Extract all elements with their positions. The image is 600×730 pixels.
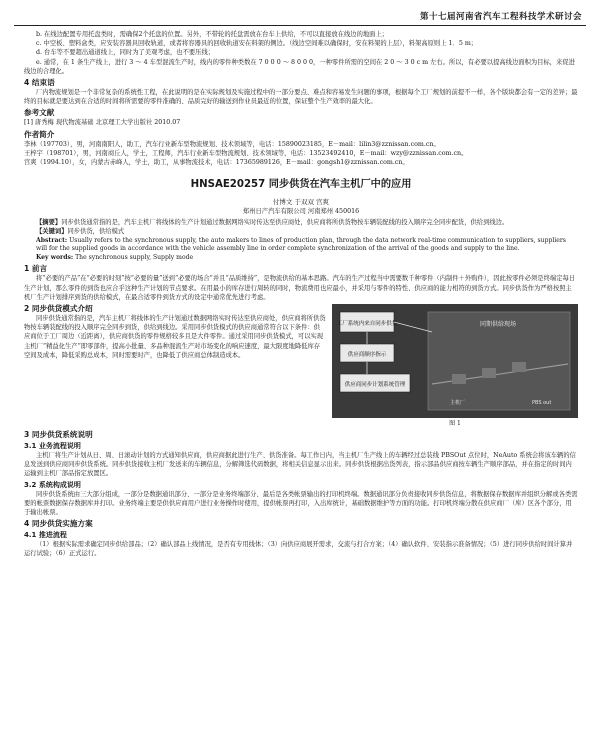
keywords-en-text: The synchronous supply, Supply mode	[75, 253, 194, 261]
vehicle-shape	[452, 374, 466, 384]
figure-wrap	[24, 302, 578, 428]
keywords-cn	[36, 227, 566, 236]
abstract-en	[36, 237, 566, 254]
running-head: 第十七届河南省汽车工程科技学术研讨会	[419, 12, 582, 22]
vehicle-shape	[482, 368, 496, 378]
abstract-en-text: Usually refers to the synchronous supply, the auto makers to lines of production plan, through the data network real-time communication to suppliers, suppliers will for the supplied goods in accordance with the vehicle assembly line in order complete synchronization of the arrival of the goods and supply to the line.	[36, 236, 566, 253]
abstract-cn	[36, 218, 566, 227]
keywords-en-label: Key words:	[36, 253, 74, 261]
system-diagram	[332, 304, 578, 418]
figure-caption: 图 1	[449, 419, 461, 427]
keywords-label: 【关键词】	[36, 228, 68, 236]
paper-title: HNSAE20257 同步供货在汽车主机厂中的应用	[190, 179, 412, 191]
paragraph: d. 台车等不要超出通道线上，同时为了美观考虑，也不要压线；	[36, 49, 215, 57]
paragraph: 将“必要的产品”在“必要的时刻”按“必要的量”送到“必要的场合”并且“品质维持”，是物流供给的基本思路。汽车的生产过程当中需要数千种零件（内制件＋外购件），因此按零件必须是终端定每日生产计划，那么零件的到货也应合乎这种生产计划的节点要求。在用最小的库存进行周转的同时，物流费用也应最小，并采用与零件的特性、供应商的能力相符的到货方式。同步供货作为严格按照主机厂生产计划排序到货的供给模式，在最合适零件到货方式的设定中通常优先进行考虑。	[24, 275, 576, 301]
section-heading: 1 前言	[24, 264, 48, 274]
paragraph: e. 通常，在 1 条生产线上，进行 3 ～ 4 车型混流生产时，线内的零件种类数在 7 0 0 0 ～ 8 0 0 0，一种零件所需的空间在 2 0 ～ 3 0 c m 左右。所以，有必要以提高线边面积为目标，来促进线边的合理化。	[24, 58, 575, 75]
abstract-text: 同步供货通常指的是，汽车主机厂将线体的生产计划通过数据网络实时传达至供应商处，供应商将所供货物按车辆装配线的投入顺序完全同步配货，供给到线边。	[61, 219, 509, 227]
section-heading: 4 结束语	[24, 78, 55, 88]
paper-authors: 付博文 于双双 宫爽	[272, 198, 330, 207]
section-heading: 4 同步供货实施方案	[24, 519, 93, 529]
paragraph: c. 中空板、塑料盒类，应安装容器具回收轨道，或者将容器具的回收轨道安在料架的侧边。（线边空间难以确保时，安在料架的上层），料架高原则上 1．5 m；	[36, 40, 478, 48]
box-plant-system-label: 工厂系统内来自同步供货	[336, 321, 398, 328]
section-heading: 作者简介	[24, 129, 55, 139]
box-site-label: 同期供给现场	[479, 321, 517, 329]
paragraph: （1）根据实际需求确定同步供给部品；（2）确认部品上线情况，是否有专用线体；（3）向供应商展开需求，交流与打合方案；（4）确认软件、安装指示准备情况；（5）进行同步供给时间计算并运行试验；（6）正式运行。	[24, 541, 573, 558]
box-supplier-system-label: 供应商同步计划系统管理	[344, 382, 406, 389]
figure-1	[332, 304, 578, 426]
vehicle-shape	[512, 362, 526, 372]
paragraph: 同步供货系统由三大部分组成，一部分是数据通讯部分、一部分是业务终端部分、最后是各类帐票输出的打印机终端。数据通讯部分负责接收同步供货信息，将数据保存数据库并组织分解或各类需要的帐票数据保存数据库并打印。业务终端主要是供供应商用户进行业务操作时使用，提供帐票再打印，入出库统计，基础数据维护等方面的功能。打印机终端分散在供应商厂（库）区各个部分，用于输出帐票。	[24, 490, 578, 517]
paragraph: 同步供货通常指的是，汽车主机厂将线体的生产计划通过数据网络实时传达至供应商处，供应商将所供货物按车辆装配线的投入顺序完全同步到货，供给到线边。采用同步供货模式的供应商通常符合以下条件：供应商位于工厂周边（近距离），供应商供货的零件规格较多且是大件零件。通过采用同步供货模式，可以实现主机厂“精益化生产”即零部件，提高小批量、多品种混流生产对市场变化的响应速度，最大限度地降低库存空间及成本，降低采购总成本，同时需要时产，也降低了供应商总体制造成本。	[24, 315, 326, 359]
author-bio: 王梓宇（198701），男，河南商丘人，学士，工程师，汽车行业新车型物流规划、技术领域等，电话：13523492410，E－mail：wzy@zznissan.com.cn。	[24, 149, 468, 157]
label-plant: 主机厂	[450, 400, 466, 407]
box-supplier-order-label: 供应商顺序指示	[347, 352, 387, 359]
section-heading: 2 同步供货模式介绍	[24, 304, 93, 314]
paragraph: 厂内物流规划是一个非常复杂的系统性工程，在此说明的是在实际规划及实施过程中的一部分要点、难点和容易发生问题的事项，根据每个工厂规划的前提不一样，各个版块都会有一定的差异；最终的目标就是要达到在合适的时间将所需要的零件准确的、品质完好的输送到作业员最近的位置，保证整个生产效率的最大化。	[24, 89, 578, 106]
keywords-en	[36, 254, 566, 263]
header-rule	[14, 25, 586, 26]
abstract-en-label: Abstract:	[36, 236, 68, 244]
keywords-text: 同步供货，供给模式	[67, 228, 125, 236]
subsection-heading: 4.1 推进流程	[24, 531, 67, 540]
page-content	[24, 30, 578, 559]
section-heading: 参考文献	[24, 108, 55, 118]
author-bio: 李林（197703），男，河南南阳人，助工，汽车行业新车型物流规划、技术领域等，电话：15890023185，E－mail：lilin3@zznissan.com.cn。	[24, 140, 440, 148]
abstract-block	[24, 218, 578, 262]
reference-item: [1] 唐秀梅 现代物流基础 北京理工大学出版社 2010.07	[24, 119, 181, 127]
section-heading: 3 同步供货系统说明	[24, 430, 93, 440]
label-pbs: PBS out	[532, 400, 552, 407]
author-bio: 宫爽（1994.10），女，内蒙古赤峰人，学士，助工，从事物流技术，电话：17365989126，E－mail：gongsh1@zznissan.com.cn。	[24, 159, 409, 167]
paragraph: 主机厂将生产计划从日、周、日滚动计划的方式通知供应商，供应商据此进行生产、供货准备。每工作日内，当主机厂生产线上的车辆经过总装线 PBSOut 点位时，NeAuto 系统会将该车辆的信息发送到供应商同步供货系统。同步供货接收主机厂发送来的车辆信息，分解筛选代码数据，将相关信息显示出来。同步供货根据出货列表，指示部品供应商按车辆生产顺序部品，并在指定的时间内运输到主机厂部品指定放置区。	[24, 452, 576, 478]
paper-affiliation: 郑州日产汽车有限公司 河南郑州 450016	[242, 208, 360, 216]
subsection-heading: 3.2 系统构成说明	[24, 480, 81, 489]
subsection-heading: 3.1 业务流程说明	[24, 442, 81, 451]
abstract-label: 【摘要】	[36, 219, 62, 227]
paragraph: b. 在线边配置专用托盘类时，需确保2个托盘的位置。另外，不带轮的托盘需放在台车上供给，不可以直接放在线边的地面上；	[36, 31, 389, 38]
